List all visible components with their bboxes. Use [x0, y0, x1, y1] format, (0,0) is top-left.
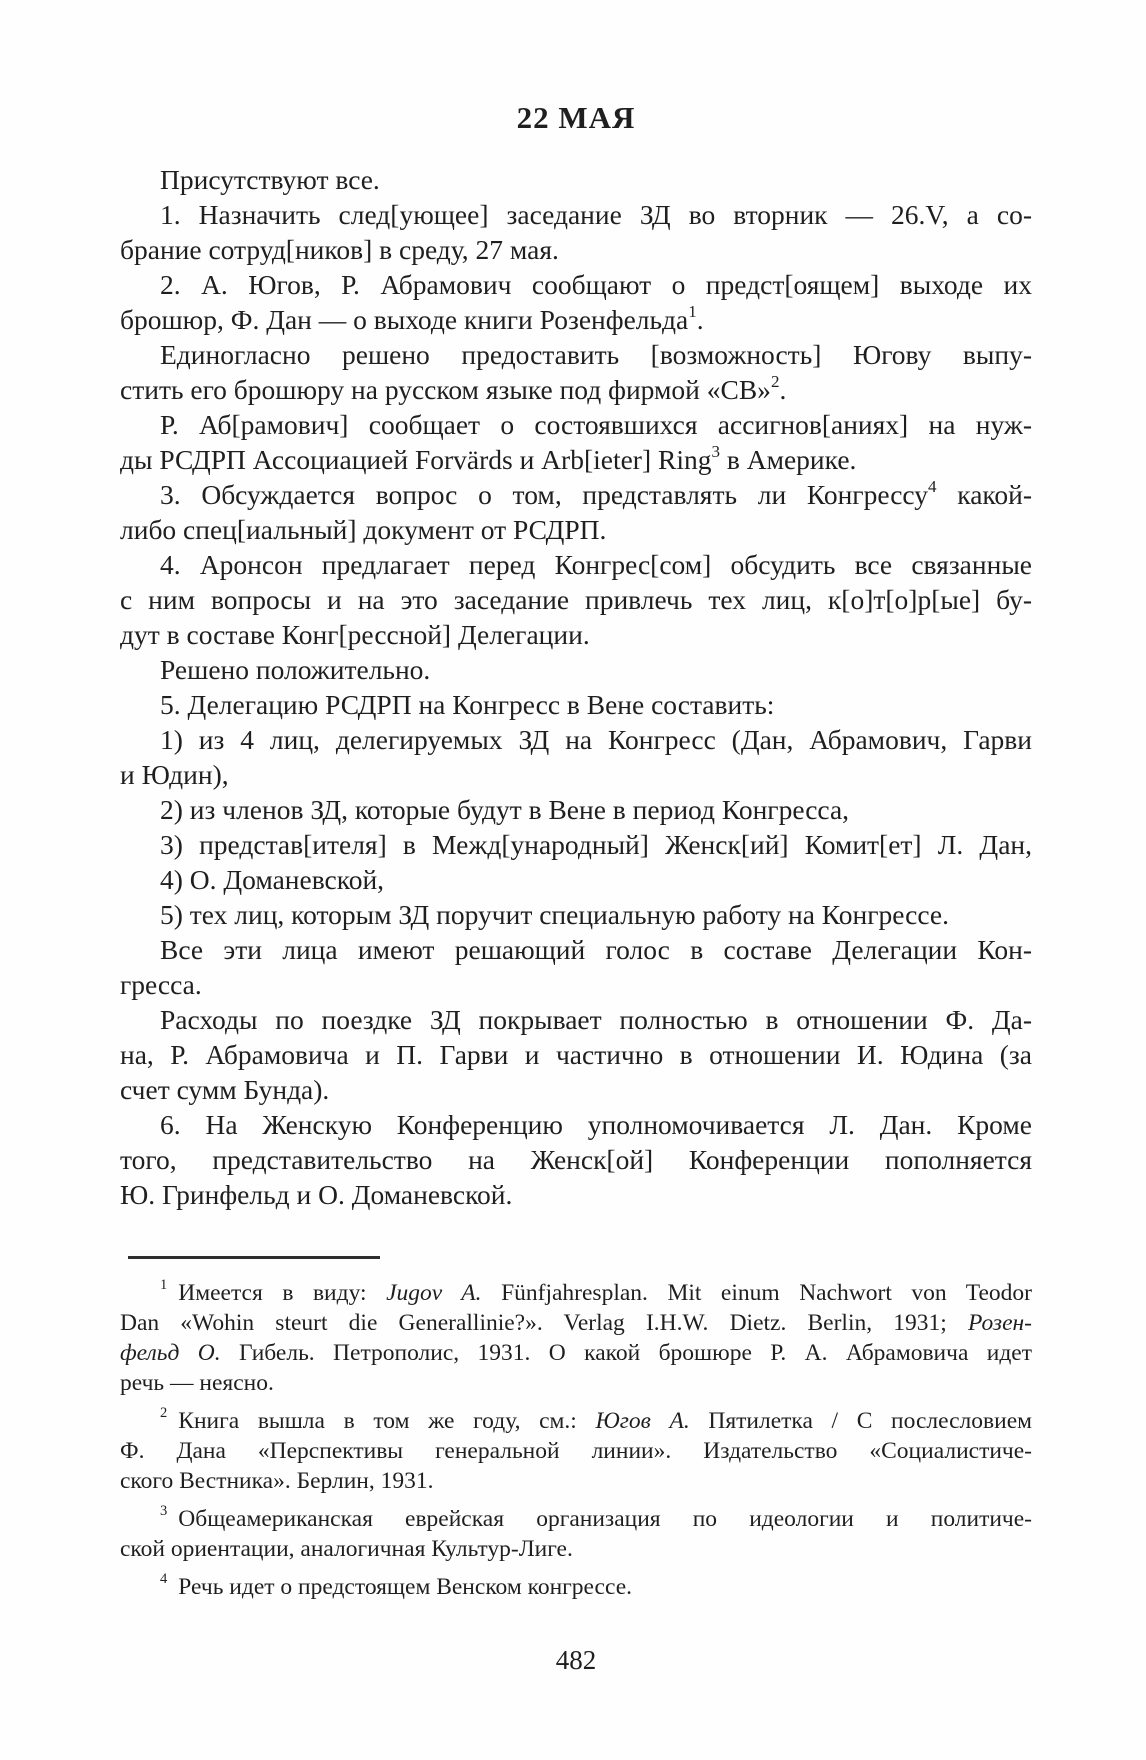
text-segment: Расходы по поездке ЗД покрывает полностью в отношении Ф. Да-: [160, 1004, 1032, 1035]
text-segment: фельд О.: [120, 1340, 221, 1366]
text-segment: Jugov A.: [386, 1280, 482, 1306]
text-line: [120, 1308, 1032, 1338]
text-segment: Ю. Гринфельд и О. Доманевской.: [120, 1179, 513, 1210]
text-segment: Все эти лица имеют решающий голос в составе Делегации Кон-: [160, 934, 1032, 965]
text-line: [120, 862, 1032, 897]
text-line: [120, 162, 1032, 197]
text-line: [120, 792, 1032, 827]
text-segment: ской ориентации, аналогичная Культур-Лиге.: [120, 1536, 573, 1562]
text-segment: 4. Аронсон предлагает перед Конгрес[сом] обсудить все связанные: [160, 549, 1032, 580]
footnote: [120, 1504, 1032, 1564]
text-line: [120, 1368, 1032, 1398]
footnote-reference: 2: [770, 372, 780, 391]
text-segment: брошюр, Ф. Дан — о выходе книги Розенфельда: [120, 304, 689, 335]
text-line: [120, 687, 1032, 722]
text-segment: Югов А.: [595, 1408, 690, 1434]
text-line: [120, 1177, 1032, 1212]
text-segment: Книга вышла в том же году, см.:: [178, 1408, 596, 1434]
text-line: [120, 1572, 1032, 1602]
text-line: [120, 617, 1032, 652]
text-segment: .: [696, 304, 704, 335]
text-segment: Общеамериканская еврейская организация по идеологии и политиче-: [178, 1506, 1032, 1532]
text-segment: 5) тех лиц, которым ЗД поручит специальную работу на Конгрессе.: [160, 899, 949, 930]
footnote: [120, 1406, 1032, 1496]
text-line: [120, 1037, 1032, 1072]
text-segment: ды РСДРП Ассоциацией Forvärds и Arb[ieter] Ring: [120, 444, 712, 475]
footnote-reference: 1: [688, 302, 697, 321]
body-text: [120, 162, 1032, 1212]
text-segment: Р. Аб[рамович] сообщает о состоявшихся ассигнов[аниях] на нуж-: [160, 409, 1032, 440]
text-segment: в Америке.: [719, 444, 857, 475]
text-segment: Присутствуют все.: [160, 164, 380, 195]
text-segment: 3) представ[ителя] в Межд[ународный] Женск[ий] Комит[ет] Л. Дан,: [160, 829, 1032, 860]
text-segment: Единогласно решено предоставить [возможность] Югову выпу-: [160, 339, 1032, 370]
footnote: [120, 1278, 1032, 1398]
text-segment: с ним вопросы и на это заседание привлечь тех лиц, к[о]т[о]р[ые] бу-: [120, 584, 1032, 615]
text-segment: речь — неясно.: [120, 1370, 274, 1396]
text-line: [120, 967, 1032, 1002]
text-line: [120, 1072, 1032, 1107]
text-segment: на, Р. Абрамовича и П. Гарви и частично в отношении И. Юдина (за: [120, 1039, 1032, 1070]
footnote-reference: 4: [160, 1572, 168, 1588]
text-line: [120, 652, 1032, 687]
text-segment: Гибель. Петрополис, 1931. О какой брошюре Р. А. Абрамовича идет: [220, 1340, 1032, 1366]
footnote-reference: 4: [928, 477, 937, 496]
text-segment: того, представительство на Женск[ой] Конференции пополняется: [120, 1144, 1032, 1175]
footnotes: [120, 1278, 1032, 1610]
text-line: [120, 932, 1032, 967]
text-segment: дут в составе Конг[рессной] Делегации.: [120, 619, 590, 650]
text-segment: Речь идет о предстоящем Венском конгрессе.: [178, 1574, 632, 1600]
footnote: [120, 1572, 1032, 1602]
text-segment: гресса.: [120, 969, 202, 1000]
text-line: [120, 512, 1032, 547]
footnote-reference: 3: [160, 1504, 168, 1520]
text-segment: Ф. Дана «Перспективы генеральной линии». Издательство «Социалистиче-: [120, 1438, 1032, 1464]
page-number: 482: [555, 1645, 597, 1675]
text-segment: брание сотруд[ников] в среду, 27 мая.: [120, 234, 559, 265]
text-line: [120, 1338, 1032, 1368]
text-segment: Решено положительно.: [160, 654, 431, 685]
text-segment: Розен-: [967, 1310, 1032, 1336]
text-segment: Dan «Wohin steurt die Generallinie?». Verlag I.H.W. Dietz. Berlin, 1931;: [120, 1310, 968, 1336]
text-line: [120, 1534, 1032, 1564]
text-line: [120, 1002, 1032, 1037]
text-segment: и Юдин),: [120, 759, 229, 790]
text-segment: Имеется в виду:: [178, 1280, 387, 1306]
text-line: [120, 1406, 1032, 1436]
footnote-reference: 2: [160, 1406, 168, 1422]
text-line: [120, 827, 1032, 862]
text-segment: 2. А. Югов, Р. Абрамович сообщают о предст[оящем] выходе их: [160, 269, 1032, 300]
text-segment: 2) из членов ЗД, которые будут в Вене в период Конгресса,: [160, 794, 850, 825]
text-line: [120, 1466, 1032, 1496]
text-segment: 4) О. Доманевской,: [160, 864, 385, 895]
text-segment: какой-: [936, 479, 1032, 510]
footnote-separator-rule: [128, 1256, 380, 1259]
text-line: [120, 547, 1032, 582]
footnote-reference: 1: [160, 1278, 168, 1294]
text-line: [120, 897, 1032, 932]
text-segment: Fünfjahresplan. Mit einum Nachwort von Teodor: [481, 1280, 1032, 1306]
text-segment: 3. Обсуждается вопрос о том, представлять ли Конгрессу: [160, 479, 929, 510]
text-segment: ского Вестника». Берлин, 1931.: [120, 1468, 434, 1494]
text-line: [120, 757, 1032, 792]
text-line: [120, 407, 1032, 442]
text-segment: счет сумм Бунда).: [120, 1074, 330, 1105]
text-segment: 1) из 4 лиц, делегируемых ЗД на Конгресс (Дан, Абрамович, Гарви: [160, 724, 1032, 755]
text-segment: стить его брошюру на русском языке под фирмой «СВ»: [120, 374, 771, 405]
text-line: [120, 582, 1032, 617]
text-line: [120, 267, 1032, 302]
text-segment: 1. Назначить след[ующее] заседание ЗД во вторник — 26.V, а со-: [160, 199, 1032, 230]
text-segment: Пятилетка / С послесловием: [689, 1408, 1032, 1434]
text-line: [120, 477, 1032, 512]
text-segment: 5. Делегацию РСДРП на Конгресс в Вене составить:: [160, 689, 775, 720]
text-segment: .: [779, 374, 787, 405]
text-line: [120, 337, 1032, 372]
text-line: [120, 372, 1032, 407]
text-line: [120, 232, 1032, 267]
text-line: [120, 1504, 1032, 1534]
text-line: [120, 1107, 1032, 1142]
text-line: [120, 722, 1032, 757]
text-line: [120, 197, 1032, 232]
text-line: [120, 1142, 1032, 1177]
text-line: [120, 1436, 1032, 1466]
text-segment: 6. На Женскую Конференцию уполномочивается Л. Дан. Кроме: [160, 1109, 1032, 1140]
page-title: 22 МАЯ: [516, 100, 636, 135]
text-line: [120, 442, 1032, 477]
text-line: [120, 1278, 1032, 1308]
text-line: [120, 302, 1032, 337]
footnote-reference: 3: [711, 442, 720, 461]
text-segment: либо спец[иальный] документ от РСДРП.: [120, 514, 607, 545]
